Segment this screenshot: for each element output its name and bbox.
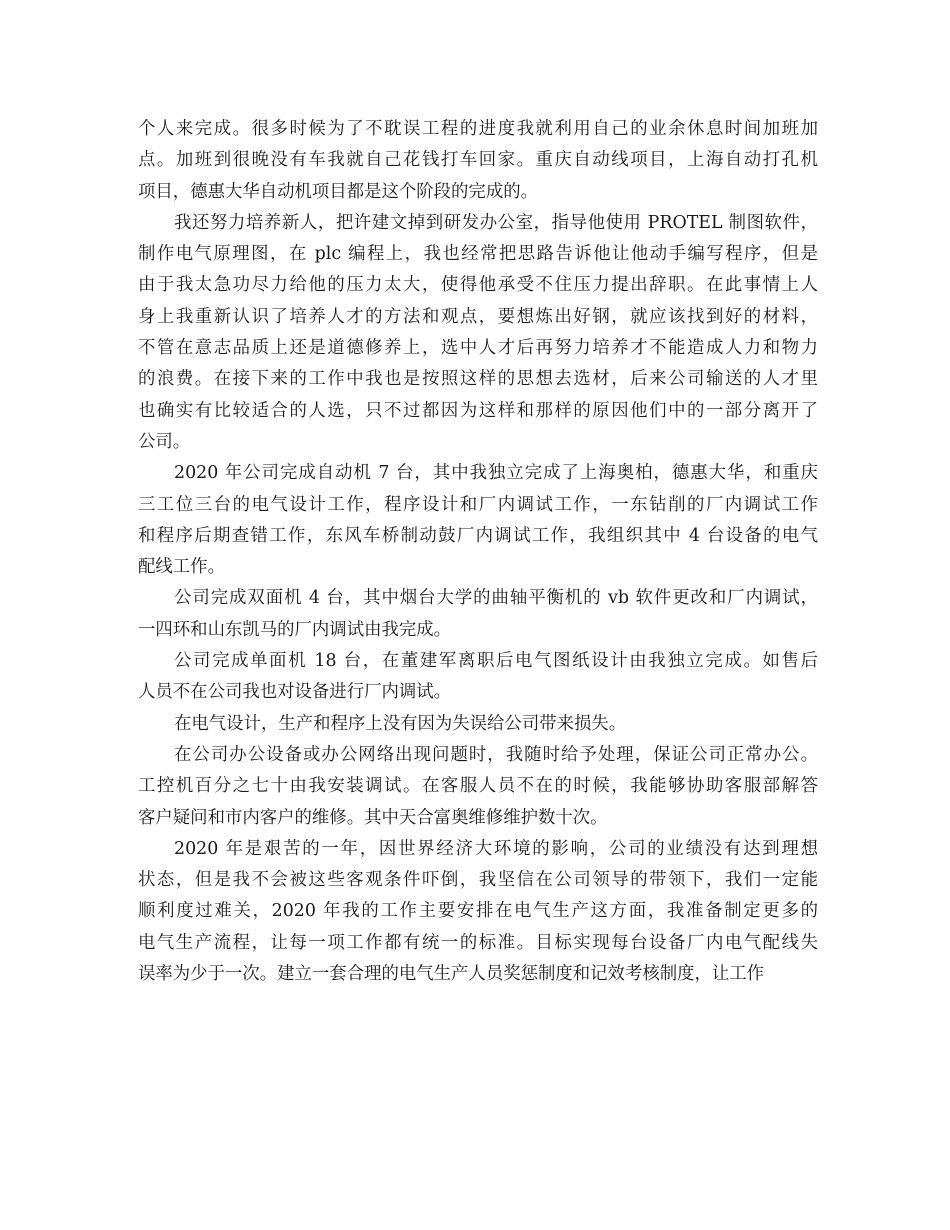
paragraph-line: 公司完成双面机 4 台，其中烟台大学的曲轴平衡机的 vb 软件更改和厂内调试， bbox=[174, 588, 818, 609]
paragraph bbox=[138, 709, 818, 740]
paragraph-line: 公司完成单面机 18 台，在董建军离职后电气图纸设计由我独立完成。如售后 bbox=[174, 651, 818, 672]
paragraph-line: 在公司办公设备或办公网络出现问题时，我随时给予处理，保证公司正常办公。 bbox=[174, 744, 818, 765]
paragraph bbox=[138, 114, 818, 208]
paragraph-line: 身上我重新认识了培养人才的方法和观点，要想炼出好钢，就应该找到好的材料， bbox=[138, 306, 818, 327]
paragraph-line: 个人来完成。很多时候为了不耽误工程的进度我就利用自己的业余休息时间加班加 bbox=[138, 119, 818, 139]
paragraph-line: 误率为少于一次。建立一套合理的电气生产人员奖惩制度和记效考核制度，让工作 bbox=[138, 964, 765, 985]
paragraph-line: 点。加班到很晚没有车我就自己花钱打车回家。重庆自动线项目，上海自动打孔机 bbox=[138, 150, 818, 171]
paragraph-line: 状态，但是我不会被这些客观条件吓倒，我坚信在公司领导的带领下，我们一定能 bbox=[138, 870, 818, 891]
paragraph-line: 工控机百分之七十由我安装调试。在客服人员不在的时候，我能够协助客服部解答 bbox=[138, 776, 818, 797]
paragraph-line: 2020 年公司完成自动机 7 台，其中我独立完成了上海奥柏，德惠大华，和重庆 bbox=[174, 463, 818, 484]
paragraph bbox=[138, 834, 818, 990]
paragraph-line: 和程序后期查错工作，东风车桥制动鼓厂内调试工作，我组织其中 4 台设备的电气 bbox=[138, 525, 818, 546]
paragraph bbox=[138, 646, 818, 709]
paragraph-line: 客户疑问和市内客户的维修。其中天合富奥维修维护数十次。 bbox=[138, 807, 608, 828]
paragraph-line: 电气生产流程，让每一项工作都有统一的标准。目标实现每台设备厂内电气配线失 bbox=[138, 932, 818, 953]
paragraph-line: 在电气设计，生产和程序上没有因为失误给公司带来损失。 bbox=[174, 713, 627, 734]
paragraph bbox=[138, 458, 818, 583]
document-body bbox=[138, 114, 818, 990]
paragraph-line: 三工位三台的电气设计工作，程序设计和厂内调试工作，一东钻削的厂内调试工作 bbox=[138, 494, 818, 515]
paragraph bbox=[138, 740, 818, 834]
paragraph-line: 我还努力培养新人，把许建文掉到研发办公室，指导他使用 PROTEL 制图软件， bbox=[174, 212, 818, 233]
paragraph-line: 也确实有比较适合的人选，只不过都因为这样和那样的原因他们中的一部分离开了 bbox=[138, 400, 818, 421]
paragraph-line: 由于我太急功尽力给他的压力太大，使得他承受不住压力提出辞职。在此事情上人 bbox=[138, 275, 818, 296]
paragraph-line: 项目，德惠大华自动机项目都是这个阶段的完成的。 bbox=[138, 181, 538, 202]
paragraph-line: 的浪费。在接下来的工作中我也是按照这样的思想去选材，后来公司输送的人才里 bbox=[138, 369, 818, 390]
paragraph-line: 制作电气原理图，在 plc 编程上，我也经常把思路告诉他让他动手编写程序，但是 bbox=[138, 244, 818, 265]
paragraph bbox=[138, 208, 818, 458]
paragraph-line: 顺利度过难关，2020 年我的工作主要安排在电气生产这方面，我准备制定更多的 bbox=[138, 901, 818, 922]
paragraph-line: 人员不在公司我也对设备进行厂内调试。 bbox=[138, 682, 452, 703]
paragraph-line: 不管在意志品质上还是道德修养上，选中人才后再努力培养才不能造成人力和物力 bbox=[138, 338, 818, 359]
paragraph-line: 2020 年是艰苦的一年，因世界经济大环境的影响，公司的业绩没有达到理想 bbox=[174, 838, 818, 859]
paragraph-line: 公司。 bbox=[138, 431, 191, 452]
paragraph-line: 一四环和山东凯马的厂内调试由我完成。 bbox=[138, 619, 452, 640]
paragraph-line: 配线工作。 bbox=[138, 557, 225, 578]
paragraph bbox=[138, 583, 818, 646]
